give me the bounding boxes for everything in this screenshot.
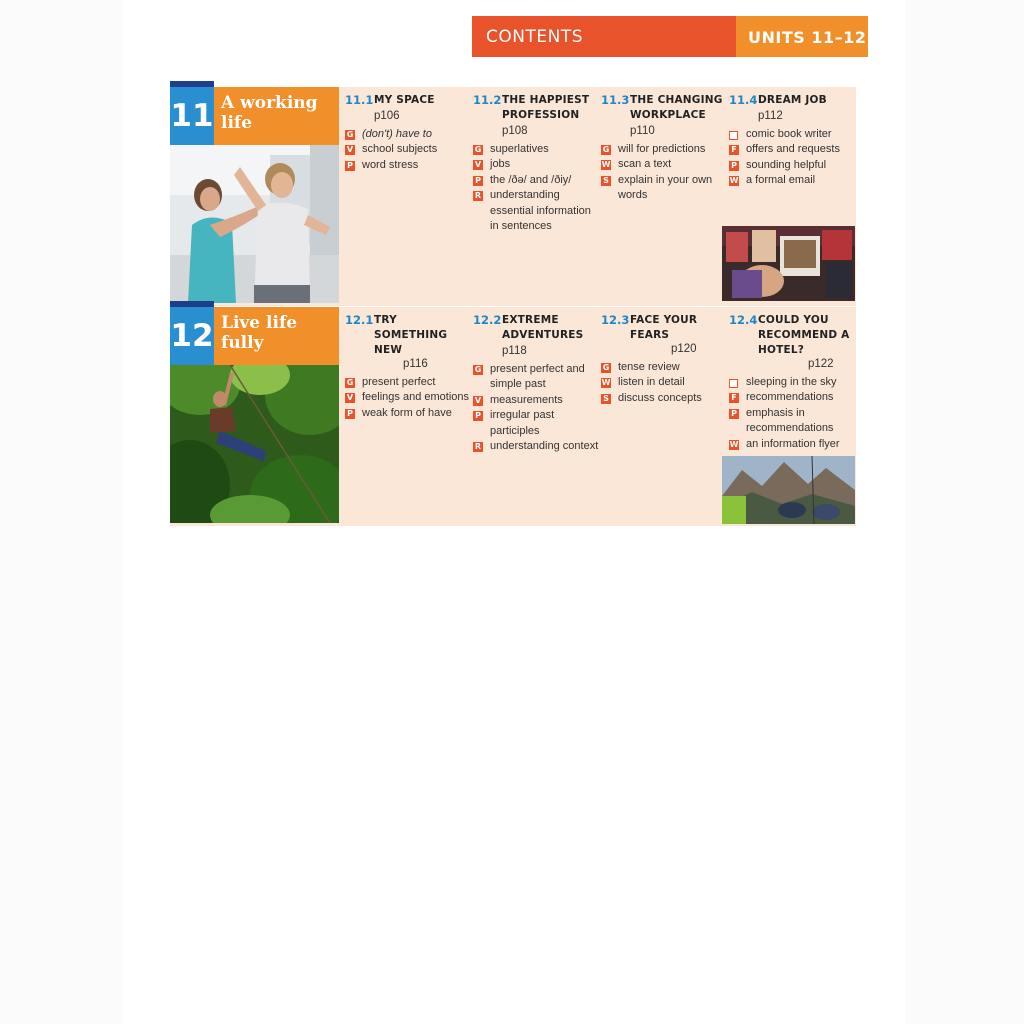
lesson-number: 12.1 (345, 313, 374, 327)
lesson-12-1[interactable] (345, 313, 471, 421)
lesson-item: R understanding context (474, 440, 599, 453)
lesson-title: FACE YOUR FEARS (630, 314, 698, 341)
grammar-icon: G (602, 363, 610, 372)
lesson-11-4-thumbnail-comics (722, 226, 855, 301)
lesson-item: F recommendations (729, 390, 855, 405)
pronunciation-icon: P (473, 176, 483, 186)
lesson-12-3[interactable] (601, 313, 727, 406)
lesson-title: DREAM JOB (758, 94, 827, 106)
lesson-item: S discuss concepts (601, 391, 727, 406)
lesson-page: p120 (671, 343, 697, 355)
unit-number: 11 (170, 87, 214, 145)
lesson-title: TRY SOMETHING NEW (374, 314, 448, 356)
pronunciation-icon: P (473, 411, 483, 421)
vocabulary-icon: V (346, 393, 354, 403)
lesson-item: G tense review (602, 361, 680, 373)
lesson-page: p122 (808, 358, 834, 370)
unit-11-row (170, 87, 856, 306)
pronunciation-icon: P (729, 409, 739, 419)
lesson-12-2[interactable] (473, 313, 599, 454)
lesson-page: p116 (403, 358, 428, 370)
pencil-icon: W (729, 439, 739, 449)
pronunciation-icon: P (345, 161, 355, 171)
vocabulary-icon: V (474, 160, 482, 170)
unit-title: A working life (214, 87, 339, 145)
pronunciation-icon: P (729, 161, 739, 171)
lesson-11-2[interactable] (473, 93, 599, 234)
unit-11-photo-physiotherapy (170, 145, 339, 303)
lesson-12-4-thumbnail-mountain-camp (722, 456, 855, 524)
lesson-page: p112 (758, 110, 783, 122)
function-icon: F (729, 393, 739, 403)
grammar-icon: G (602, 145, 610, 154)
lesson-item: P word stress (345, 158, 471, 173)
lesson-item: V measurements (474, 393, 563, 406)
lesson-item: W listen in detail (601, 376, 685, 389)
lesson-item: P sounding helpful (729, 158, 855, 173)
checkmark-icon: R (474, 191, 482, 201)
lesson-number: 11.1 (345, 93, 374, 107)
lesson-number: 12.3 (601, 313, 630, 327)
lesson-item: P weak form of have (345, 406, 471, 421)
lesson-item: G present perfect and simple past (474, 363, 585, 391)
lesson-item: W an information flyer (729, 437, 840, 450)
unit-12-photo-jungle-zipline (170, 365, 339, 523)
function-icon: F (729, 145, 739, 155)
video-icon (729, 131, 738, 140)
lesson-item: F offers and requests (729, 142, 855, 157)
unit-title: Live life fully (214, 307, 339, 365)
checkmark-icon: R (474, 442, 482, 452)
grammar-icon: G (474, 365, 482, 374)
lesson-11-1[interactable] (345, 93, 471, 173)
grammar-icon: G (474, 145, 482, 154)
speaking-icon: S (601, 176, 611, 186)
lesson-item: G (don't) have to (346, 128, 432, 140)
video-icon (729, 379, 738, 388)
lesson-item: V jobs (474, 158, 511, 171)
units-range-header: UNITS 11–12 (736, 16, 868, 57)
lesson-item: P the /ðə/ and /ðiy/ (473, 173, 599, 188)
lesson-12-4[interactable] (729, 313, 855, 452)
unit-12-row (170, 307, 856, 526)
lesson-item: sleeping in the sky (729, 375, 855, 390)
vocabulary-icon: V (474, 395, 482, 405)
vocabulary-icon: V (346, 145, 354, 155)
lesson-item: W scan a text (601, 158, 672, 171)
lesson-item: G will for predictions (602, 143, 706, 155)
lesson-item: V school subjects (346, 143, 438, 156)
lesson-11-3[interactable] (601, 93, 727, 204)
speaking-icon: S (601, 394, 611, 404)
pencil-icon: W (729, 176, 739, 186)
lesson-number: 11.3 (601, 93, 630, 107)
lesson-item: comic book writer (729, 127, 855, 142)
lesson-item: V feelings and emotions (346, 391, 470, 404)
lesson-title: THE HAPPIEST PROFESSION (502, 94, 590, 121)
lesson-number: 12.4 (729, 313, 758, 327)
pencil-icon: W (601, 160, 611, 170)
lesson-item: G present perfect (346, 376, 436, 388)
pronunciation-icon: P (345, 409, 355, 419)
unit-number: 12 (170, 307, 214, 365)
lesson-number: 11.4 (729, 93, 758, 107)
grammar-icon: G (346, 130, 354, 139)
lesson-title: COULD YOU RECOMMEND A HOTEL? (758, 314, 850, 356)
lesson-item: R understanding essential information in sentences (474, 189, 591, 233)
lesson-title: EXTREME ADVENTURES (502, 314, 584, 341)
lesson-11-4[interactable] (729, 93, 855, 189)
lesson-page: p118 (502, 345, 527, 357)
lesson-page: p110 (630, 125, 655, 137)
grammar-icon: G (346, 378, 354, 387)
lesson-number: 12.2 (473, 313, 502, 327)
lesson-item: W a formal email (729, 174, 816, 187)
lesson-item: P irregular past participles (473, 408, 599, 439)
lesson-title: MY SPACE (374, 94, 435, 106)
lesson-title: THE CHANGING WORKPLACE (630, 94, 723, 121)
lesson-item: S explain in your own words (601, 173, 727, 204)
lesson-page: p106 (374, 110, 400, 122)
lesson-item: G superlatives (474, 143, 549, 155)
lesson-number: 11.2 (473, 93, 502, 107)
lesson-item: P emphasis in recommendations (729, 406, 855, 437)
pencil-icon: W (601, 378, 611, 388)
contents-header: CONTENTS (472, 16, 736, 57)
lesson-page: p108 (502, 125, 528, 137)
